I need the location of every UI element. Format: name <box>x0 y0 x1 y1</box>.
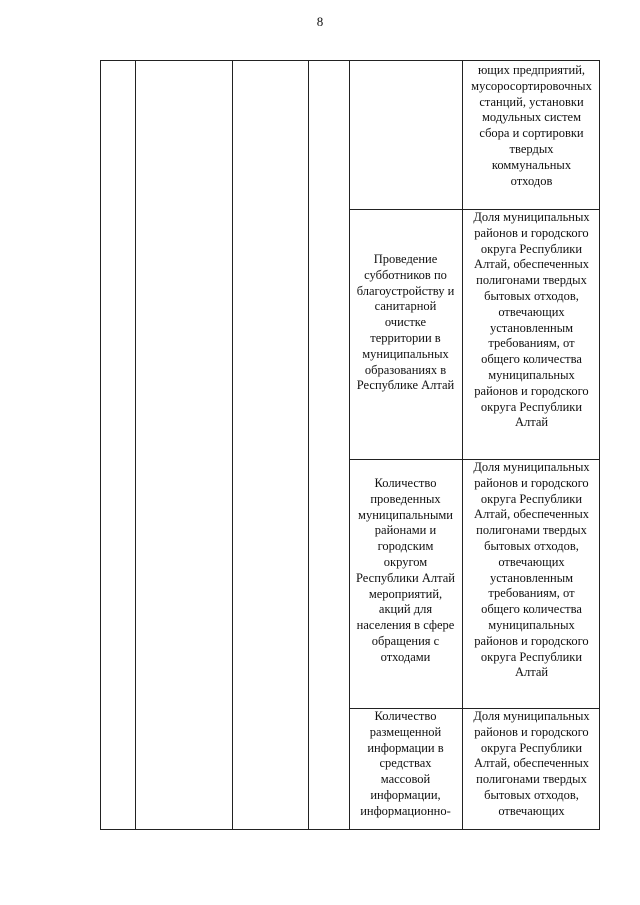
activity-cell: Количество проведенных муниципальными районами и городским округом Республики Алтай мероприятий, акций для населения в сфере обращения с отходами <box>356 476 455 664</box>
indicator-cell: Доля муниципальных районов и городского округа Республики Алтай, обеспеченных полигонами твердых бытовых отходов, отвечающих установленным требованиям, от общего количества муниципальных районов и городского округа Республики Алтай <box>473 460 590 680</box>
indicator-cell: ющих предприятий, мусоросортировочных станций, установки модульных систем сбора и сортировки твердых коммунальных отходов <box>471 63 592 188</box>
indicator-cell: Доля муниципальных районов и городского округа Республики Алтай, обеспеченных полигонами твердых бытовых отходов, отвечающих установленным требованиям, от общего количества муниципальных районов и городского округа Республики Алтай <box>473 210 590 430</box>
indicator-cell: Доля муниципальных районов и городского округа Республики Алтай, обеспеченных полигонами твердых бытовых отходов, отвечающих <box>473 709 590 818</box>
page-number: 8 <box>316 14 324 29</box>
activity-cell: Количество размещенной информации в средствах массовой информации, информационно- <box>360 709 451 818</box>
activity-cell: Проведение субботников по благоустройству и санитарной очистке территории в муниципальных образованиях в Республике Алтай <box>356 252 455 393</box>
document-table <box>100 60 600 830</box>
column-divider <box>135 61 136 829</box>
column-divider <box>232 61 233 829</box>
column-divider <box>308 61 309 829</box>
